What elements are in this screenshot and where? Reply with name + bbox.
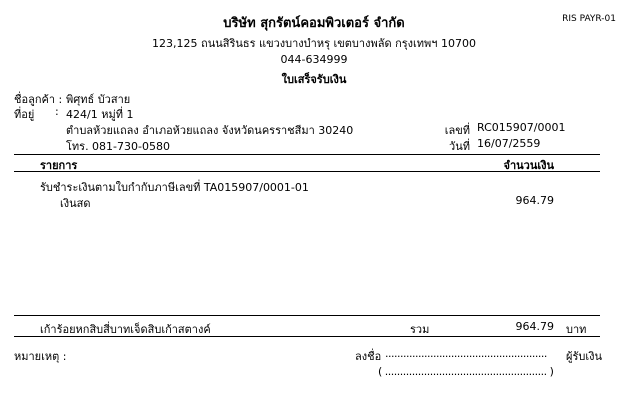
customer-address-line1: 424/1 หมู่ที่ 1 bbox=[66, 108, 134, 121]
column-header-amount: จำนวนเงิน bbox=[503, 159, 554, 172]
customer-phone: โทร. 081-730-0580 bbox=[66, 140, 170, 153]
remark-label: หมายเหตุ : bbox=[14, 350, 67, 363]
form-code: RIS PAYR-01 bbox=[562, 14, 616, 24]
company-address: 123,125 ถนนสิรินธร แขวงบางบำหรุ เขตบางพลัด กรุงเทพฯ 10700 bbox=[152, 37, 476, 50]
signature-label: ลงชื่อ bbox=[355, 350, 382, 363]
customer-address-colon: : bbox=[55, 105, 59, 118]
receiver-label: ผู้รับเงิน bbox=[566, 350, 602, 363]
doc-number-label: เลขที่ bbox=[444, 124, 470, 137]
column-header-item: รายการ bbox=[40, 159, 78, 172]
table-top-rule bbox=[14, 154, 600, 155]
total-bottom-rule bbox=[14, 336, 600, 337]
document-title: ใบเสร็จรับเงิน bbox=[281, 73, 347, 86]
company-name: บริษัท สุกรัตน์คอมพิวเตอร์ จำกัด bbox=[223, 16, 405, 31]
table-row-description: รับชำระเงินตามใบกำกับภาษีเลขที่ TA015907/0001-01 bbox=[40, 181, 309, 194]
receiver-name-line: ( ...................................................... ) bbox=[378, 365, 554, 378]
total-label: รวม bbox=[410, 323, 430, 336]
customer-name: พิศุทธ์ บัวสาย bbox=[66, 93, 131, 106]
customer-name-label: ชื่อลูกค้า : bbox=[14, 93, 63, 106]
customer-address-label: ที่อยู่ bbox=[14, 108, 35, 121]
table-row-description: เงินสด bbox=[60, 197, 91, 210]
company-phone: 044-634999 bbox=[280, 53, 348, 66]
table-header-rule bbox=[14, 171, 600, 172]
signature-line: ...................................................... bbox=[385, 347, 547, 360]
total-currency: บาท bbox=[566, 323, 587, 336]
table-row-amount: 964.79 bbox=[515, 194, 554, 207]
total-top-rule bbox=[14, 315, 600, 316]
doc-date-label: วันที่ bbox=[449, 140, 470, 153]
doc-number: RC015907/0001 bbox=[477, 121, 566, 134]
amount-in-words: เก้าร้อยหกสิบสี่บาทเจ็ดสิบเก้าสตางค์ bbox=[40, 323, 211, 336]
customer-address-line2: ตำบลห้วยแถลง อำเภอห้วยแถลง จังหวัดนครราชสีมา 30240 bbox=[66, 124, 354, 137]
total-amount: 964.79 bbox=[515, 320, 554, 333]
doc-date: 16/07/2559 bbox=[477, 137, 541, 150]
